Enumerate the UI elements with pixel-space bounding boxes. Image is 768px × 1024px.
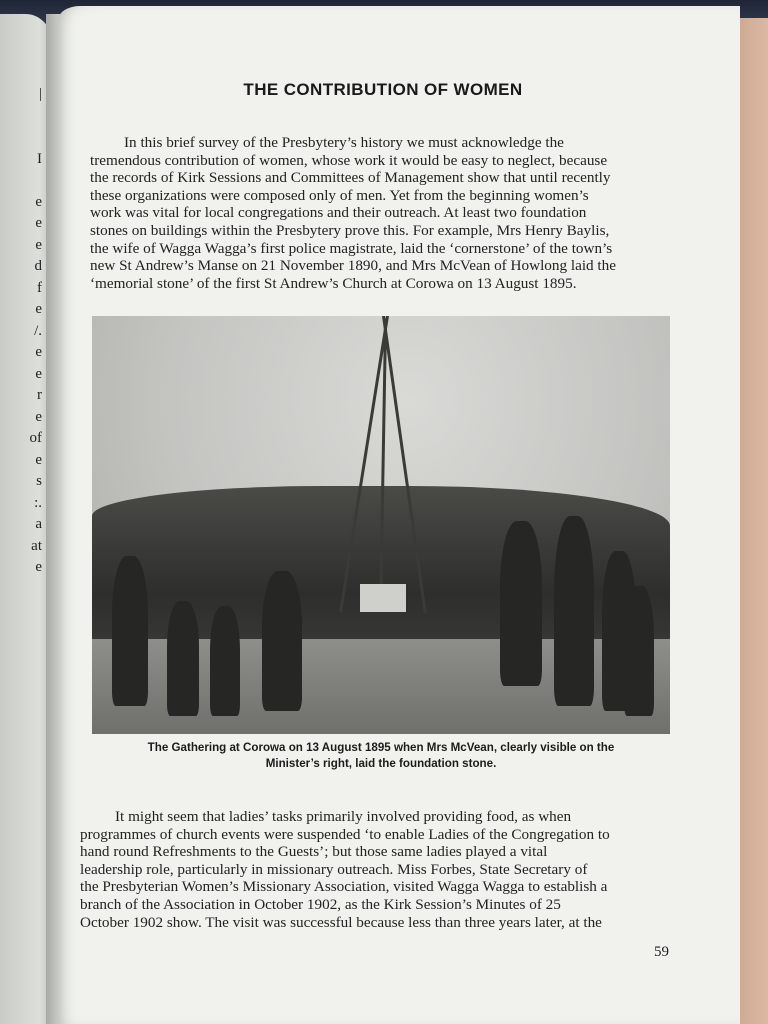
paragraph-line: the Presbyterian Women’s Missionary Association, visited Wagga Wagga to establish a — [80, 878, 608, 896]
paragraph-1 — [90, 134, 668, 292]
photo-person-figure — [167, 601, 199, 716]
photo-person-figure — [210, 606, 240, 716]
paragraph-line: tremendous contribution of women, whose work it would be easy to neglect, because — [90, 151, 608, 169]
paragraph-line: the records of Kirk Sessions and Committees of Management show that until recently — [90, 169, 611, 187]
paragraph-line: hand round Refreshments to the Guests’; but those same ladies played a vital — [80, 843, 548, 861]
caption-line: The Gathering at Corowa on 13 August 1895 when Mrs McVean, clearly visible on the — [147, 741, 615, 754]
paragraph-2 — [80, 808, 672, 931]
photo-caption — [92, 740, 670, 772]
photo-person-figure — [500, 521, 542, 686]
paragraph-line: programmes of church events were suspended ‘to enable Ladies of the Congregation to — [80, 825, 610, 843]
paragraph-line: stones on buildings within the Presbytery prove this. For example, Mrs Henry Baylis, — [90, 221, 610, 239]
paragraph-line: In this brief survey of the Presbytery’s history we must acknowledge the — [124, 134, 564, 151]
paragraph-line: branch of the Association in October 1902, as the Kirk Session’s Minutes of 25 — [80, 895, 561, 913]
paragraph-line: work was vital for local congregations and their outreach. At least two foundation — [90, 204, 587, 222]
photo-foundation-stone — [360, 584, 406, 612]
caption-line: Minister’s right, laid the foundation stone. — [265, 757, 497, 770]
paragraph-line: October 1902 show. The visit was successful because less than three years later, at the — [80, 913, 602, 931]
photo-person-figure — [112, 556, 148, 706]
photo-person-figure — [624, 586, 654, 716]
photo-person-figure — [262, 571, 302, 711]
page-title: THE CONTRIBUTION OF WOMEN — [243, 80, 523, 99]
paragraph-line: these organizations were composed only of men. Yet from the beginning women’s — [90, 186, 589, 204]
paragraph-line: It might seem that ladies’ tasks primarily involved providing food, as when — [115, 808, 572, 825]
page-number: 59 — [654, 944, 669, 960]
paragraph-line: new St Andrew’s Manse on 21 November 1890, and Mrs McVean of Howlong laid the — [90, 257, 616, 275]
right-page — [58, 6, 740, 1024]
paragraph-line: ‘memorial stone’ of the first St Andrew’s Church at Corowa on 13 August 1895. — [90, 274, 577, 292]
paragraph-line: the wife of Wagga Wagga’s first police magistrate, laid the ‘cornerstone’ of the town’s — [90, 239, 613, 257]
historical-photograph — [92, 316, 670, 734]
paragraph-line: leadership role, particularly in missionary outreach. Miss Forbes, State Secretary of — [80, 860, 588, 878]
photo-person-figure — [554, 516, 594, 706]
left-page-margin-text: | I e e e d f e /. e e r e of e s :. a at e — [29, 86, 42, 575]
